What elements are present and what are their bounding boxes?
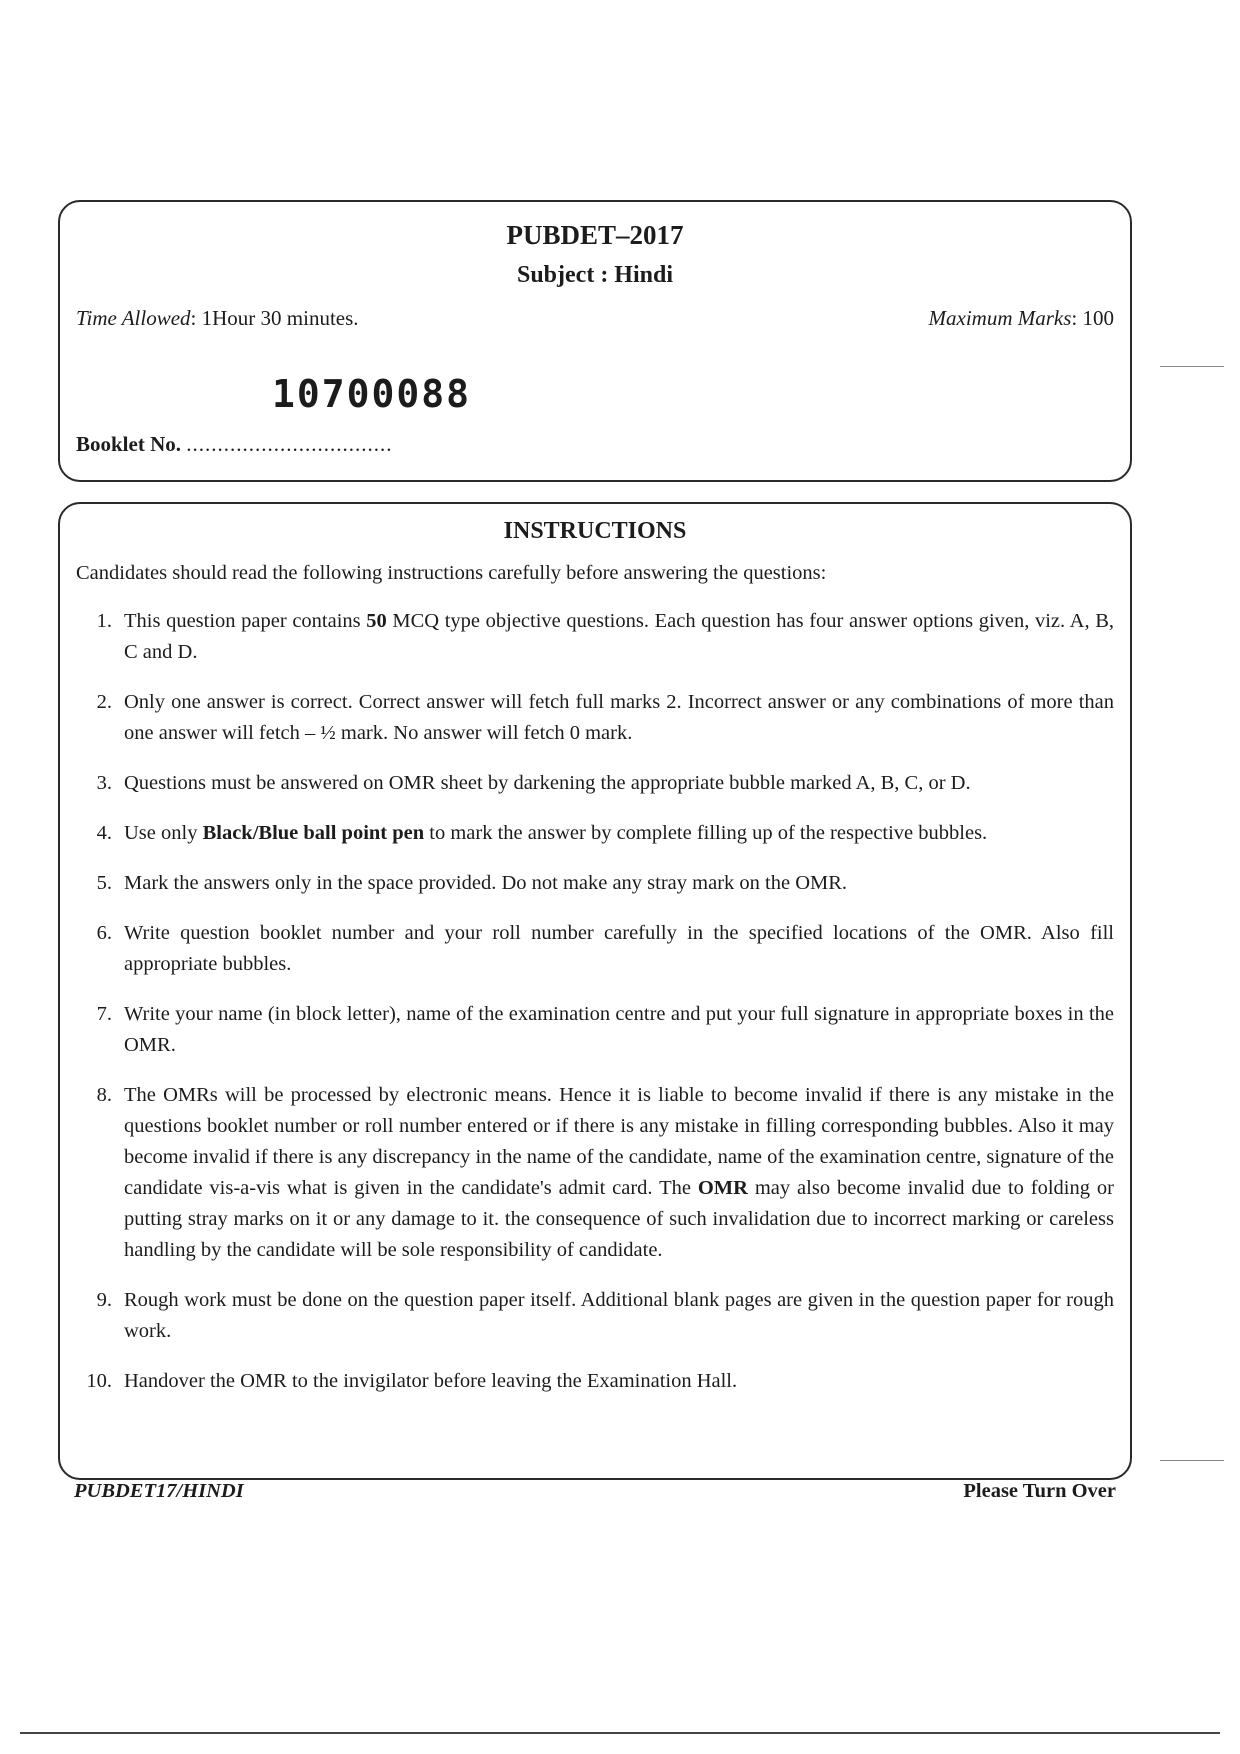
instruction-text-part: may also become invalid due to folding or putting stray marks on it or any damage to it. the consequence of such invalidation due to incorrect marking or careless handling by the candidate will be sole responsibility of candidate.: [124, 1177, 1114, 1261]
footer-paper-code: PUBDET17/HINDI: [74, 1480, 244, 1502]
header-box: [58, 200, 1132, 482]
instruction-text-bold: OMR: [697, 1177, 748, 1199]
instructions-intro: Candidates should read the following instructions carefully before answering the questions:: [76, 562, 827, 584]
instruction-text-bold: Black/Blue ball point pen: [202, 822, 425, 844]
instruction-text: [124, 1080, 1114, 1266]
footer-turn-over: Please Turn Over: [963, 1480, 1116, 1502]
instruction-item: [76, 606, 1114, 668]
booklet-no-label: Booklet No.: [76, 432, 181, 456]
instruction-item: [76, 999, 1114, 1061]
instruction-number: 3.: [96, 772, 112, 794]
margin-tick-mark: [1160, 366, 1224, 367]
instruction-text: [124, 768, 1114, 799]
instruction-number: 9.: [96, 1289, 112, 1311]
instruction-number: 5.: [96, 872, 112, 894]
instruction-text-part: Questions must be answered on OMR sheet by darkening the appropriate bubble marked A, B, C, or D.: [124, 772, 971, 794]
instruction-text: [124, 918, 1114, 980]
time-allowed-value: : 1Hour 30 minutes.: [190, 306, 359, 330]
instruction-text-part: Only one answer is correct. Correct answer will fetch full marks 2. Incorrect answer or any combinations of more than one answer will fetch – ½ mark. No answer will fetch 0 mark.: [124, 691, 1114, 744]
instruction-item: [76, 818, 1114, 849]
instruction-text-part: Write your name (in block letter), name of the examination centre and put your full signature in appropriate boxes in the OMR.: [124, 1003, 1114, 1056]
instructions-box: [58, 502, 1132, 1480]
instruction-text-part: Write question booklet number and your roll number carefully in the specified locations of the OMR. Also fill appropriate bubbles.: [124, 922, 1114, 975]
instruction-number: 1.: [96, 610, 112, 632]
maximum-marks-value: : 100: [1071, 306, 1114, 330]
instructions-list: [76, 606, 1114, 1416]
instruction-item: [76, 1080, 1114, 1266]
instruction-text-part: to mark the answer by complete filling up of the respective bubbles.: [424, 822, 988, 844]
instruction-text: [124, 999, 1114, 1061]
instruction-text-part: The OMRs will be processed by electronic means. Hence it is liable to become invalid if there is any mistake in the questions booklet number or roll number entered or if there is any mistake in filling corresponding bubbles. Also it may become invalid if there is any discrepancy in the name of the candidate, name of the examination centre, signature of the candidate vis-a-vis what is given in the candidate's admit card. The: [124, 1084, 1114, 1199]
instruction-text-part: Rough work must be done on the question paper itself. Additional blank pages are given in the question paper for rough work.: [124, 1289, 1114, 1342]
booklet-no-field: [76, 432, 393, 457]
instruction-number: 8.: [96, 1084, 112, 1106]
time-allowed-label: Time Allowed: [76, 306, 191, 330]
subject-line: Subject : Hindi: [516, 262, 674, 288]
instruction-text-part: Mark the answers only in the space provided. Do not make any stray mark on the OMR.: [124, 872, 848, 894]
instruction-text: [124, 818, 1114, 849]
instruction-text: [124, 606, 1114, 668]
instruction-text-bold: 50: [366, 610, 387, 632]
instruction-text-part: This question paper contains: [124, 610, 367, 632]
instruction-number: 7.: [96, 1003, 112, 1025]
instruction-item: [76, 868, 1114, 899]
maximum-marks-label: Maximum Marks: [928, 306, 1072, 330]
instruction-text-part: MCQ type objective questions. Each question has four answer options given, viz. A, B, C and D.: [124, 610, 1114, 663]
time-allowed: [76, 306, 359, 331]
instruction-number: 4.: [96, 822, 112, 844]
instruction-item: [76, 768, 1114, 799]
exam-title: PUBDET–2017: [506, 220, 684, 250]
instruction-text: [124, 1285, 1114, 1347]
instruction-text: [124, 868, 1114, 899]
instruction-text: [124, 1366, 1114, 1397]
instruction-item: [76, 687, 1114, 749]
instruction-text: [124, 687, 1114, 749]
instruction-item: [76, 918, 1114, 980]
instruction-text-part: Handover the OMR to the invigilator before leaving the Examination Hall.: [124, 1370, 738, 1392]
instruction-item: [76, 1366, 1114, 1397]
instruction-text-part: Use only: [124, 822, 203, 844]
bottom-rule: [20, 1732, 1220, 1734]
instruction-item: [76, 1285, 1114, 1347]
instructions-title: INSTRUCTIONS: [503, 518, 687, 544]
instruction-number: 10.: [86, 1370, 112, 1392]
instruction-number: 6.: [96, 922, 112, 944]
booklet-number-stamp: 10700088: [272, 372, 472, 416]
instruction-number: 2.: [96, 691, 112, 713]
maximum-marks: [929, 306, 1114, 331]
margin-tick-mark: [1160, 1460, 1224, 1461]
booklet-no-dots: .................................: [186, 432, 393, 456]
